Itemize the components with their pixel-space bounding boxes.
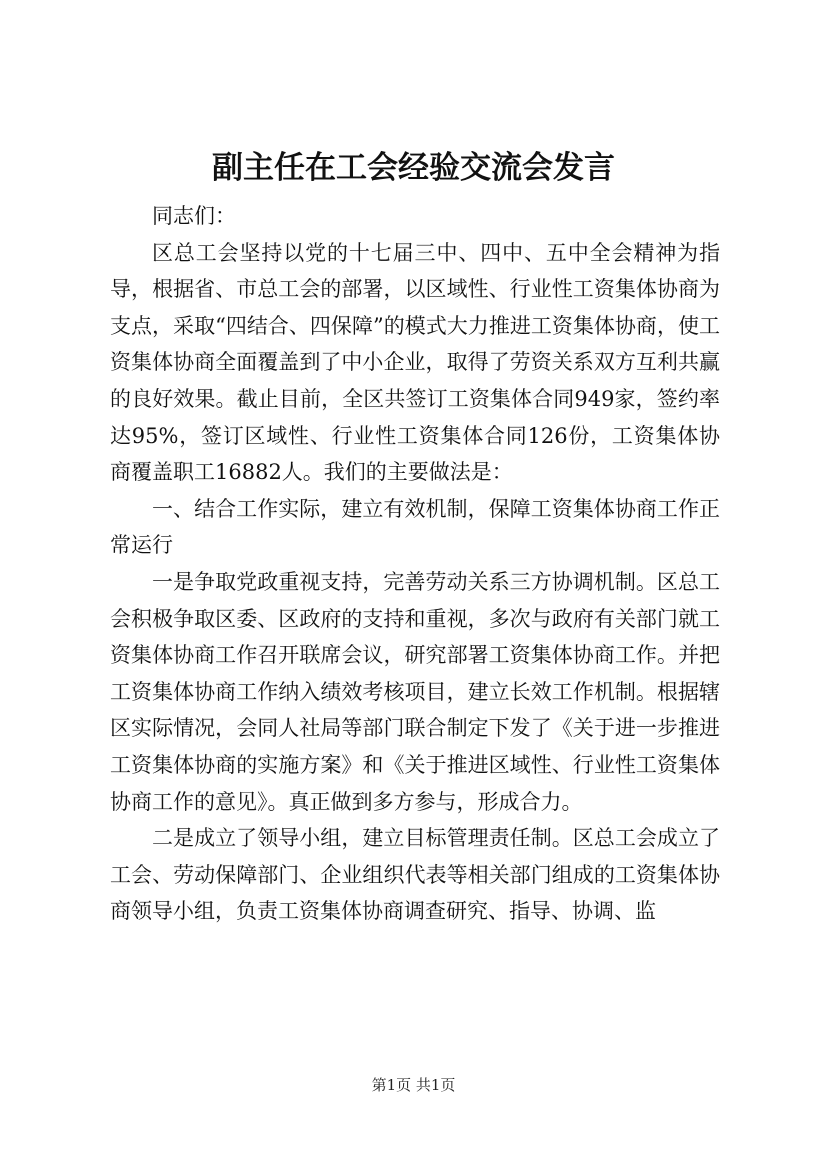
document-body — [110, 198, 720, 930]
intro-paragraph: 区总工会坚持以党的十七届三中、四中、五中全会精神为指导，根据省、市总工会的部署，以区域性、行业性工资集体协商为支点，采取“四结合、四保障”的模式大力推进工资集体协商，使工资集体协商全面覆盖到了中小企业，取得了劳资关系双方互利共赢的良好效果。截止目前，全区共签订工资集体合同949家，签约率达95%，签订区域性、行业性工资集体合同126份，工资集体协商覆盖职工16882人。我们的主要做法是： — [110, 240, 720, 485]
page-footer: 第1页 共1页 — [371, 1076, 456, 1094]
body-paragraph: 二是成立了领导小组，建立目标管理责任制。区总工会成立了工会、劳动保障部门、企业组织代表等相关部门组成的工资集体协商领导小组，负责工资集体协商调查研究、指导、协调、监 — [110, 826, 720, 924]
document-title: 副主任在工会经验交流会发言 — [212, 150, 615, 186]
section-heading-paragraph: 一、结合工作实际，建立有效机制，保障工资集体协商工作正常运行 — [110, 496, 720, 558]
body-paragraph: 一是争取党政重视支持，完善劳动关系三方协调机制。区总工会积极争取区委、区政府的支持和重视，多次与政府有关部门就工资集体协商工作召开联席会议，研究部署工资集体协商工作。并把工资集体协商工作纳入绩效考核项目，建立长效工作机制。根据辖区实际情况，会同人社局等部门联合制定下发了《关于进一步推进工资集体协商的实施方案》和《关于推进区域性、行业性工资集体协商工作的意见》。真正做到多方参与，形成合力。 — [110, 569, 720, 814]
salutation-paragraph: 同志们： — [152, 204, 236, 228]
